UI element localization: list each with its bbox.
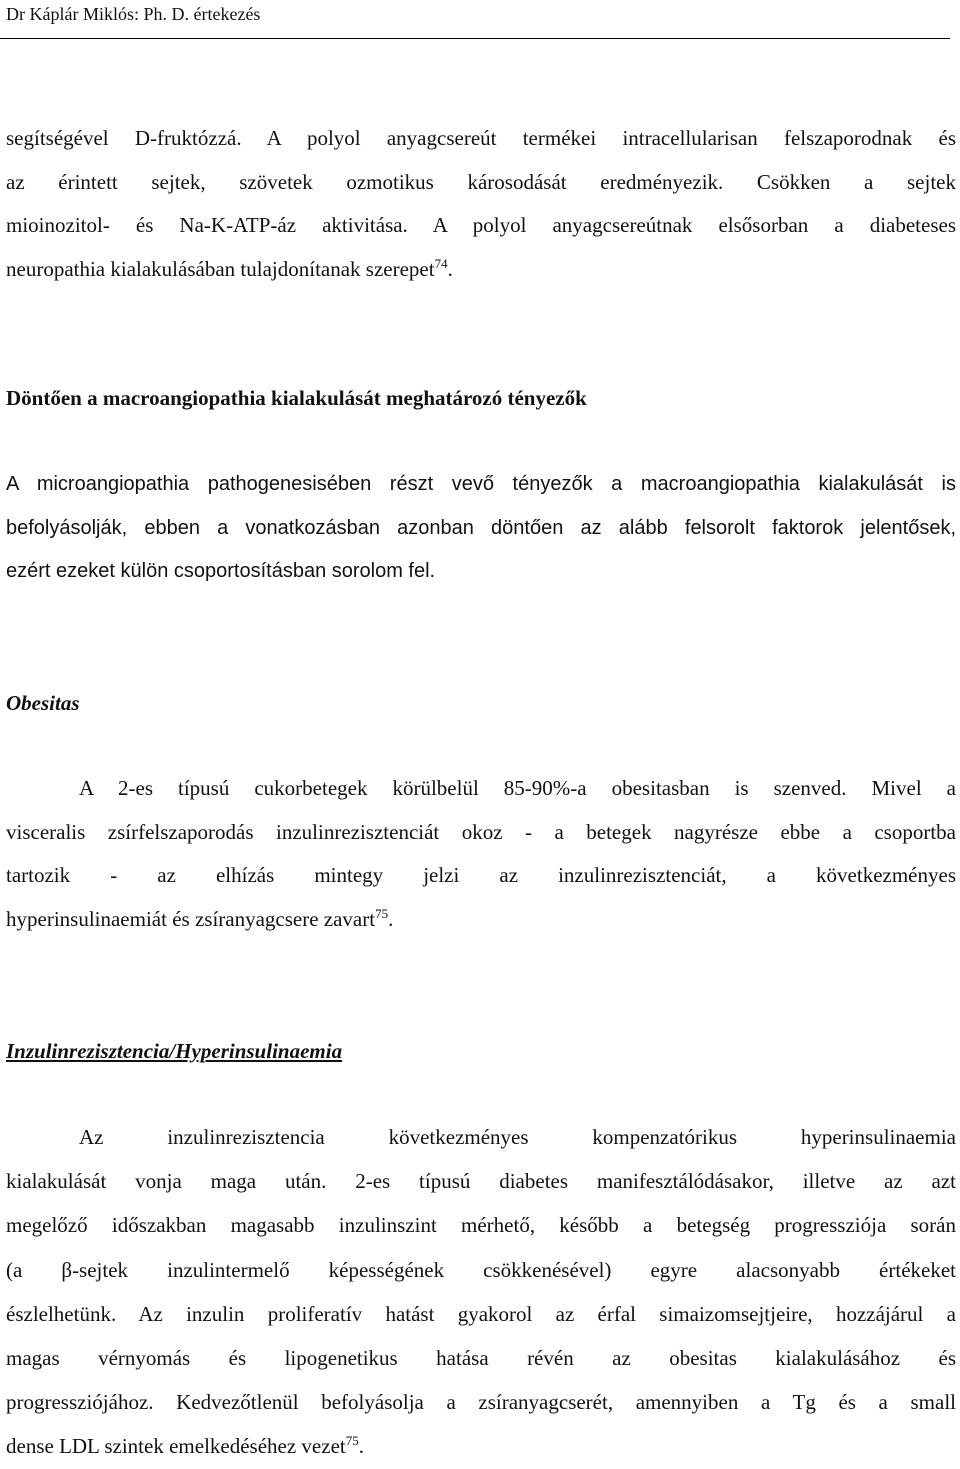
line-end: . — [358, 1434, 364, 1459]
paragraph-line: progressziójához. Kedvezőtlenül befolyásolja a zsíranyagcserét, amennyiben a Tg és a small — [6, 1390, 956, 1415]
intro-paragraph — [6, 117, 956, 291]
macroangiopathia-paragraph — [6, 463, 956, 594]
paragraph-line: segítségével D-fruktózzá. A polyol anyagcsereút termékei intracellularisan felszaporodnak és — [6, 126, 956, 150]
paragraph-line — [6, 898, 956, 942]
paragraph-line: A microangiopathia pathogenesisében részt vevő tényezők a macroangiopathia kialakulását is — [6, 473, 956, 495]
paragraph-line: az érintett sejtek, szövetek ozmotikus károsodását eredményezik. Csökken a sejtek — [6, 169, 956, 194]
paragraph-line: A 2-es típusú cukorbetegek körülbelül 85-90%-a obesitasban is szenved. Mivel a — [79, 776, 956, 800]
reference-number: 75 — [345, 1433, 359, 1449]
obesitas-paragraph — [6, 767, 956, 941]
paragraph-line: magas vérnyomás és lipogenetikus hatása révén az obesitas kialakulásához és — [6, 1346, 956, 1371]
inzulinrezisztencia-paragraph — [6, 1115, 956, 1469]
paragraph-line: tartozik - az elhízás mintegy jelzi az inzulinrezisztenciát, a következményes — [6, 863, 956, 887]
paragraph-line: Az inzulinrezisztencia következményes kompenzatórikus hyperinsulinaemia — [79, 1125, 956, 1149]
paragraph-line: ezért ezeket külön csoportosításban sorolom fel. — [6, 560, 436, 582]
paragraph-line: észlelhetünk. Az inzulin proliferatív hatást gyakorol az érfal simaizomsejtjeire, hozzájárul a — [6, 1301, 956, 1326]
paragraph-line: megelőző időszakban magasabb inzulinszint mérhető, később a betegség progressziója során — [6, 1213, 956, 1238]
header-divider — [0, 38, 950, 39]
paragraph-line — [6, 1424, 956, 1468]
paragraph-line: befolyásolják, ebben a vonatkozásban azonban döntően az alább felsorolt faktorok jelentősek, — [6, 516, 956, 539]
paragraph-line: visceralis zsírfelszaporodás inzulinrezisztenciát okoz - a betegek nagyrésze ebbe a csoportba — [6, 819, 956, 844]
line-text: hyperinsulinaemiát és zsíranyagcsere zavart — [6, 906, 376, 931]
line-end: . — [447, 256, 453, 281]
running-header: Dr Káplár Miklós: Ph. D. értekezés — [6, 4, 261, 24]
section-heading-inzulinrezisztencia: Inzulinrezisztencia/Hyperinsulinaemia — [6, 1039, 343, 1063]
paragraph-line — [6, 248, 956, 292]
paragraph-line: kialakulását vonja maga után. 2-es típusú diabetes manifesztálódásakor, illetve az azt — [6, 1169, 956, 1194]
line-text: dense LDL szintek emelkedéséhez vezet — [6, 1434, 346, 1459]
paragraph-line: mioinozitol- és Na-K-ATP-áz aktivitása. A polyol anyagcsereútnak elsősorban a diabeteses — [6, 213, 956, 237]
reference-number: 74 — [434, 255, 448, 271]
line-text: neuropathia kialakulásában tulajdonítanak szerepet — [6, 256, 435, 281]
paragraph-line: (a β-sejtek inzulintermelő képességének csökkenésével) egyre alacsonyabb értékeket — [6, 1257, 956, 1282]
section-heading-macroangiopathia: Döntően a macroangiopathia kialakulását meghatározó tényezők — [6, 386, 587, 410]
reference-number: 75 — [375, 905, 389, 921]
line-end: . — [388, 906, 394, 931]
section-heading-obesitas: Obesitas — [6, 691, 80, 715]
